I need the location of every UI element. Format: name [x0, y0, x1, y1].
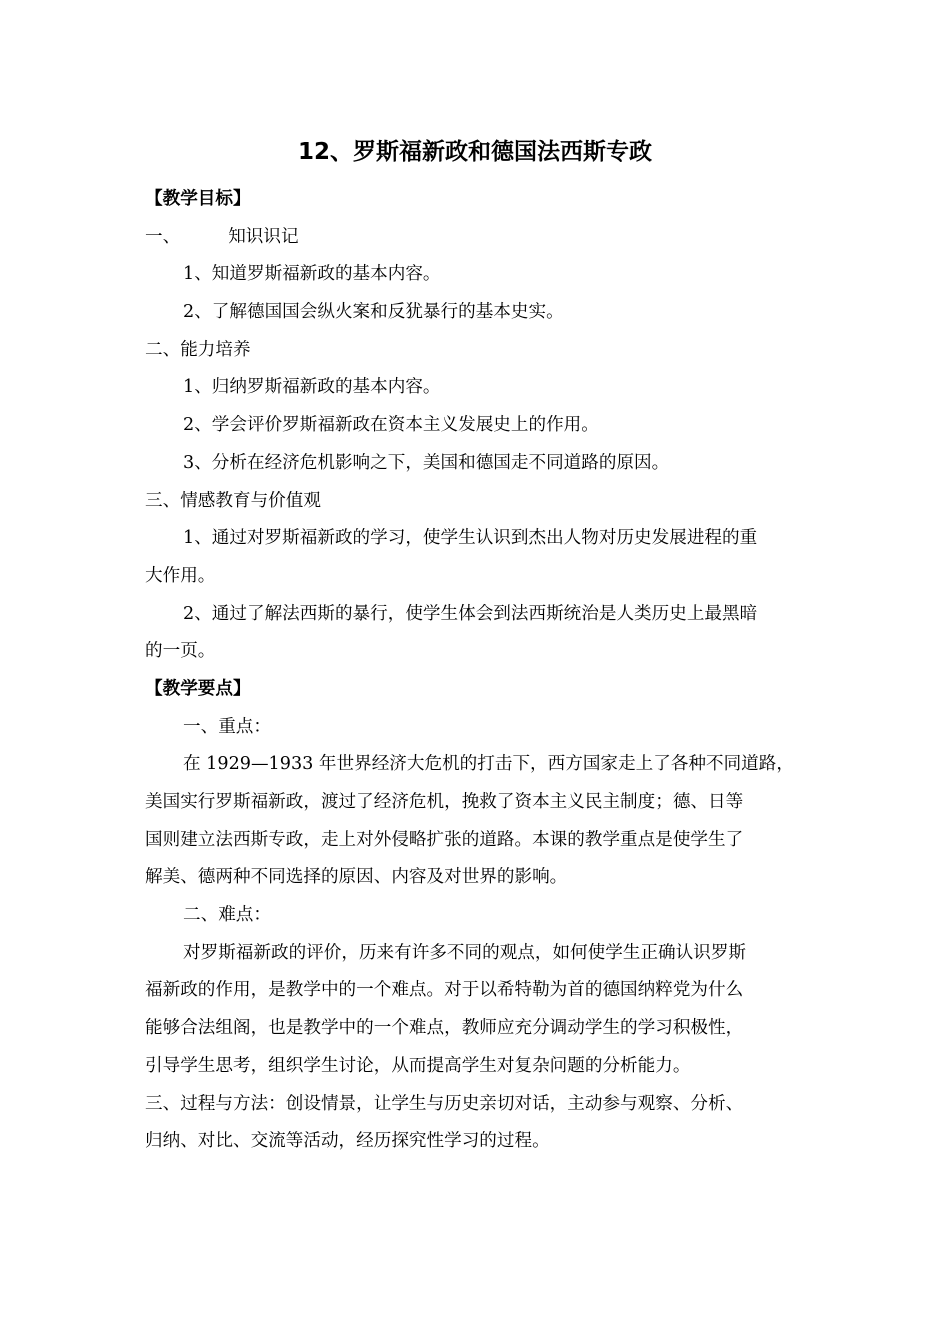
- list-item: 1、归纳罗斯福新政的基本内容。: [183, 377, 441, 398]
- paragraph-line: 福新政的作用，是教学中的一个难点。对于以希特勒为首的德国纳粹党为什么: [145, 980, 744, 1001]
- list-item: 1、知道罗斯福新政的基本内容。: [183, 264, 441, 285]
- list-item: 2、学会评价罗斯福新政在资本主义发展史上的作用。: [183, 415, 599, 436]
- list-item: 2、了解德国国会纵火案和反犹暴行的基本史实。: [183, 302, 564, 323]
- paragraph-line: 能够合法组阁，也是教学中的一个难点，教师应充分调动学生的学习积极性，: [145, 1018, 744, 1039]
- paragraph-line: 在 1929—1933 年世界经济大危机的打击下，西方国家走上了各种不同道路，: [183, 754, 794, 775]
- document-title: 12、罗斯福新政和德国法西斯专政: [297, 139, 652, 165]
- paragraph-line: 美国实行罗斯福新政，渡过了经济危机，挽救了资本主义民主制度；德、日等: [145, 792, 744, 812]
- paragraph-line: 的一页。: [145, 641, 216, 662]
- paragraph-line: 1、通过对罗斯福新政的学习，使学生认识到杰出人物对历史发展进程的重: [183, 528, 758, 549]
- subsection-label: 知识识记: [228, 226, 299, 247]
- section-heading-objectives: 【教学目标】: [145, 189, 251, 209]
- list-item: 3、分析在经济危机影响之下，美国和德国走不同道路的原因。: [183, 452, 670, 473]
- subsection-heading-knowledge: [145, 219, 805, 257]
- paragraph-line: 解美、德两种不同选择的原因、内容及对世界的影响。: [145, 867, 568, 888]
- paragraph-line: 三、过程与方法：创设情景，让学生与历史亲切对话，主动参与观察、分析、: [145, 1093, 744, 1114]
- subsection-heading-difficulty: 二、难点：: [183, 905, 271, 926]
- paragraph-line: 归纳、对比、交流等活动，经历探究性学习的过程。: [145, 1131, 550, 1152]
- paragraph-line: 引导学生思考，组织学生讨论，从而提高学生对复杂问题的分析能力。: [145, 1055, 691, 1076]
- subsection-heading-values: 三、情感教育与价值观: [145, 490, 321, 511]
- subsection-number: 一、: [145, 226, 181, 247]
- paragraph-line: 对罗斯福新政的评价，历来有许多不同的观点，如何使学生正确认识罗斯: [183, 942, 747, 963]
- subsection-heading-focus: 一、重点：: [183, 716, 271, 737]
- paragraph-line: 2、通过了解法西斯的暴行，使学生体会到法西斯统治是人类历史上最黑暗: [183, 603, 758, 624]
- subsection-heading-ability: 二、能力培养: [145, 339, 251, 360]
- document-body: [145, 181, 805, 1161]
- paragraph-line: 国则建立法西斯专政，走上对外侵略扩张的道路。本课的教学重点是使学生了: [145, 829, 744, 850]
- section-heading-key-points: 【教学要点】: [145, 678, 251, 699]
- paragraph-line: 大作用。: [145, 565, 216, 586]
